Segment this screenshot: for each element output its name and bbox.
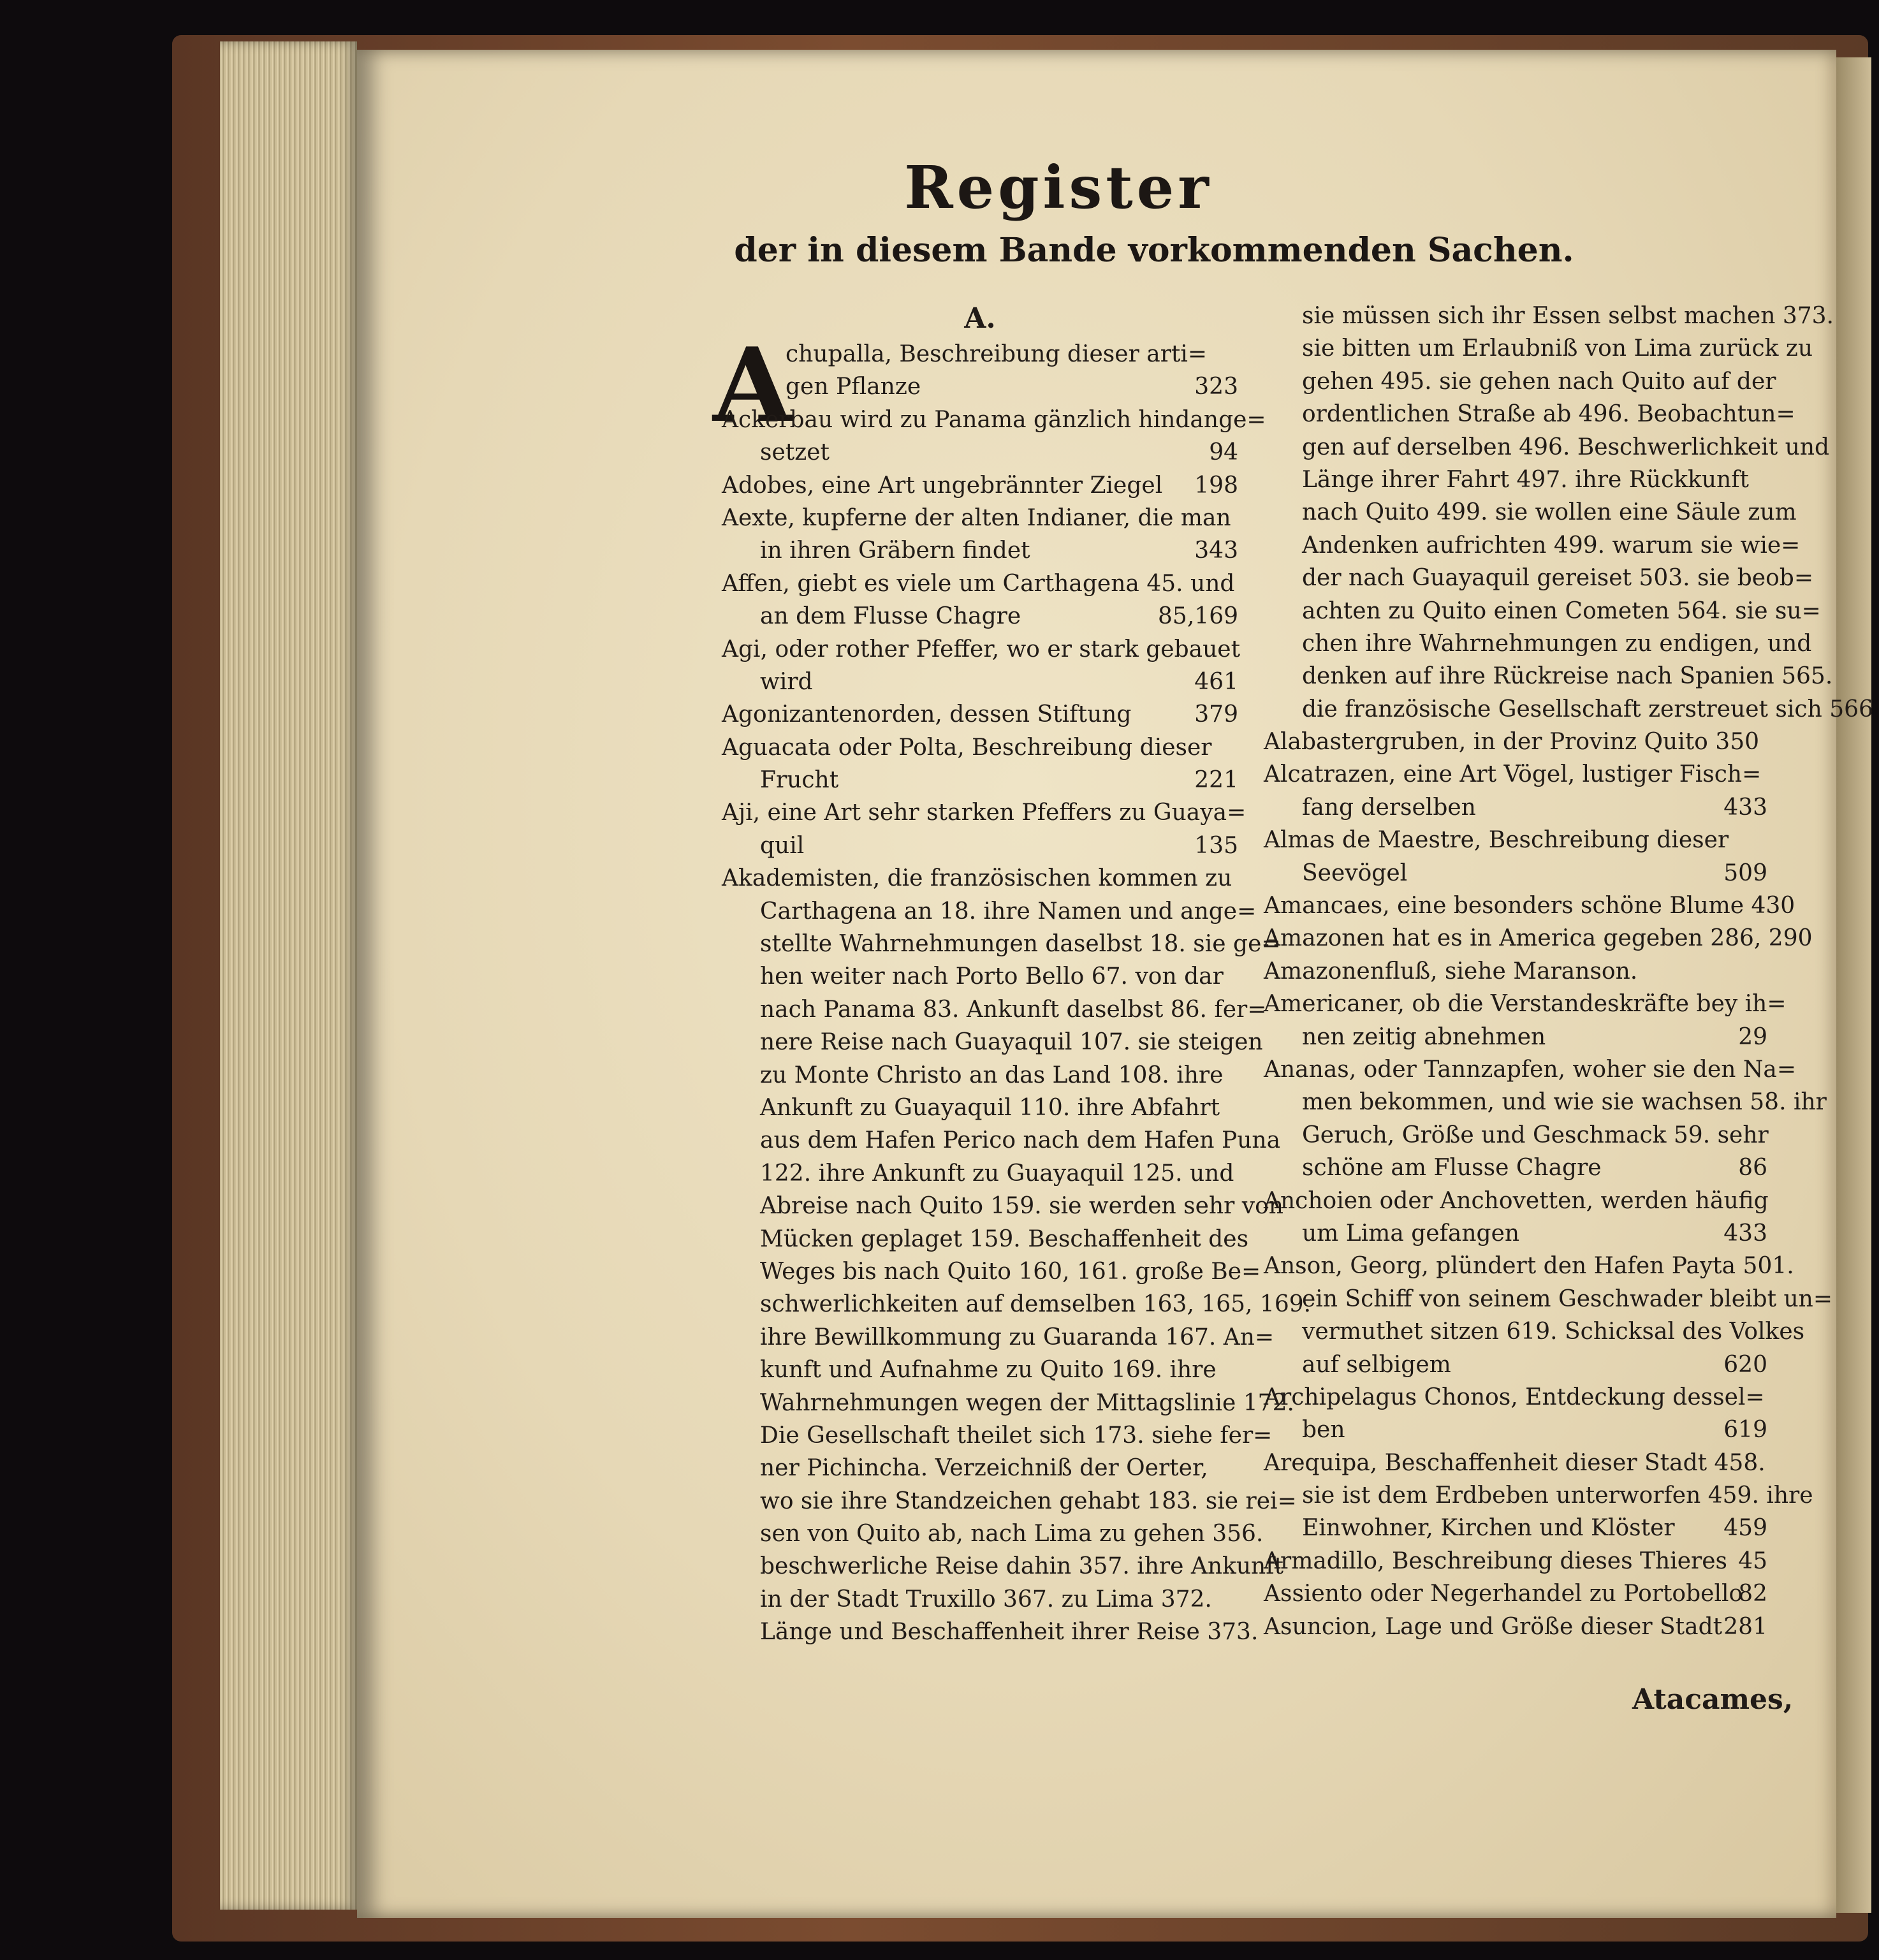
entry-text: Agonizantenorden, dessen Stiftung: [722, 701, 1132, 728]
index-entry-line: [722, 1616, 1259, 1648]
entry-page-number: 323: [1194, 374, 1238, 400]
entry-text: schöne am Flusse Chagre: [1302, 1155, 1602, 1181]
entry-text: sie bitten um Erlaubniß von Lima zurück zu: [1302, 335, 1813, 362]
index-entry-line: [722, 731, 1238, 764]
entry-text: Adobes, eine Art ungebrännter Ziegel: [722, 472, 1163, 499]
entry-text: an dem Flusse Chagre: [760, 603, 1021, 630]
entry-page-number: 135: [1194, 832, 1238, 859]
index-entry-line: [1264, 1447, 1767, 1479]
index-entry-line: [1264, 464, 1767, 496]
entry-page-number: 433: [1723, 794, 1767, 821]
drop-cap: A: [713, 325, 793, 445]
index-entry-line: [722, 928, 1281, 960]
index-entry-line: [1264, 1283, 1833, 1315]
entry-text: sen von Quito ab, nach Lima zu gehen 356.: [760, 1521, 1264, 1547]
entry-page-number: 620: [1723, 1351, 1767, 1378]
index-entry-line: [722, 469, 1238, 502]
entry-text: 122. ihre Ankunft zu Guayaquil 125. und: [760, 1160, 1234, 1187]
entry-text: gen auf derselben 496. Beschwerlichkeit und: [1302, 434, 1830, 460]
entry-text: Andenken aufrichten 499. warum sie wie=: [1302, 532, 1801, 559]
index-entry-line: [722, 796, 1247, 829]
index-entry-line: [1264, 595, 1821, 627]
index-entry-line: [1264, 824, 1767, 856]
page-title: Register: [904, 153, 1213, 222]
entry-text: Carthagena an 18. ihre Namen und ange=: [760, 898, 1257, 925]
entry-text: chen ihre Wahrnehmungen zu endigen, und: [1302, 630, 1812, 657]
entry-text: schwerlichkeiten auf demselben 163, 165, 169.: [760, 1291, 1312, 1318]
index-entry-line: [722, 993, 1267, 1026]
entry-text: wird: [760, 668, 813, 695]
entry-text: zu Monte Christo an das Land 108. ihre: [760, 1062, 1224, 1088]
index-entry-line: [722, 1550, 1284, 1583]
entry-text: chupalla, Beschreibung dieser arti=: [786, 341, 1208, 367]
entry-text: Mücken geplaget 159. Beschaffenheit des: [760, 1225, 1249, 1252]
entry-page-number: 461: [1194, 668, 1238, 695]
index-entry-line: [722, 1583, 1238, 1616]
index-entry-line: [722, 1255, 1261, 1288]
entry-text: Alcatrazen, eine Art Vögel, lustiger Fisch=: [1264, 761, 1762, 788]
entry-text: sie ist dem Erdbeben unterworfen 459. ihre: [1302, 1482, 1813, 1509]
entry-text: aus dem Hafen Perico nach dem Hafen Puna: [760, 1127, 1281, 1154]
entry-text: Länge ihrer Fahrt 497. ihre Rückkunft: [1302, 466, 1750, 493]
entry-text: Wahrnehmungen wegen der Mittagslinie 172.: [760, 1389, 1294, 1416]
entry-text: Aji, eine Art sehr starken Pfeffers zu Guaya=: [722, 800, 1247, 826]
index-entry-line: [722, 1452, 1238, 1484]
index-entry-line: [1264, 627, 1812, 660]
entry-text: Weges bis nach Quito 160, 161. große Be=: [760, 1258, 1261, 1285]
entry-page-number: 45: [1738, 1547, 1767, 1574]
entry-text: auf selbigem: [1302, 1351, 1451, 1378]
index-entry-line: [722, 895, 1257, 928]
entry-page-number: 29: [1738, 1023, 1767, 1050]
index-entry-line: [722, 1354, 1238, 1386]
index-entry-line: [1264, 791, 1767, 824]
index-entry-line: [1264, 922, 1813, 954]
entry-text: Aexte, kupferne der alten Indianer, die man: [722, 504, 1231, 531]
index-entry-line: [1264, 1577, 1767, 1610]
entry-text: stellte Wahrnehmungen daselbst 18. sie ge=: [760, 931, 1281, 958]
index-entry-line: [722, 764, 1238, 796]
index-entry-line: [1264, 1021, 1767, 1053]
index-entry-line: [722, 1288, 1312, 1320]
entry-text: Frucht: [760, 767, 839, 794]
entry-text: Amazonen hat es in America gegeben 286, 290: [1264, 925, 1813, 952]
entry-text: Alabastergruben, in der Provinz Quito 350: [1264, 729, 1760, 756]
index-entry-line: [722, 1124, 1281, 1157]
entry-text: achten zu Quito einen Cometen 564. sie su=: [1302, 597, 1821, 624]
index-entry-line: [1264, 1512, 1767, 1544]
index-entry-line: [1264, 1349, 1767, 1381]
index-entry-line: [1264, 332, 1813, 365]
entry-text: Armadillo, Beschreibung dieses Thieres: [1264, 1547, 1728, 1574]
index-entry-line: [1264, 660, 1833, 692]
entry-page-number: 86: [1738, 1155, 1767, 1181]
index-entry-line: [1264, 889, 1795, 922]
index-entry-line: [722, 436, 1238, 469]
entry-text: Amancaes, eine besonders schöne Blume 430: [1264, 893, 1795, 919]
entry-text: Ananas, oder Tannzapfen, woher sie den Na=: [1264, 1056, 1797, 1083]
entry-text: um Lima gefangen: [1302, 1220, 1520, 1247]
index-entry-line: [1264, 529, 1801, 562]
entry-text: Archipelagus Chonos, Entdeckung dessel=: [1264, 1384, 1765, 1410]
entry-page-number: 379: [1194, 701, 1238, 728]
entry-text: nach Quito 499. sie wollen eine Säule zum: [1302, 499, 1797, 526]
entry-text: Affen, giebt es viele um Carthagena 45. und: [722, 570, 1235, 597]
entry-text: Abreise nach Quito 159. sie werden sehr von: [760, 1193, 1283, 1220]
entry-text: wo sie ihre Standzeichen gehabt 183. sie rei=: [760, 1488, 1297, 1514]
index-entry-line: [1264, 1119, 1767, 1152]
index-entry-line: [1264, 1053, 1797, 1086]
entry-text: Aguacata oder Polta, Beschreibung dieser: [722, 734, 1212, 761]
index-entry-line: [1264, 1414, 1767, 1446]
entry-text: Americaner, ob die Verstandeskräfte bey ih=: [1264, 991, 1787, 1018]
index-entry-line: [1264, 758, 1767, 791]
facing-page-edge: [1836, 57, 1871, 1913]
index-entry-line: [1264, 1086, 1827, 1118]
catchword: Atacames,: [1632, 1683, 1794, 1716]
index-entry-line: [722, 666, 1238, 698]
entry-text: ordentlichen Straße ab 496. Beobachtun=: [1302, 401, 1795, 428]
index-entry-line: [1264, 1611, 1767, 1643]
entry-text: gehen 495. sie gehen nach Quito auf der: [1302, 368, 1776, 395]
right-column: [1264, 300, 1873, 1643]
index-entry-line: [722, 1026, 1263, 1058]
entry-page-number: 343: [1194, 538, 1238, 564]
entry-text: die französische Gesellschaft zerstreuet sich 566: [1302, 696, 1873, 722]
index-entry-line: [1264, 955, 1767, 988]
entry-page-number: 619: [1723, 1417, 1767, 1444]
index-entry-line: [722, 1223, 1249, 1255]
entry-text: vermuthet sitzen 619. Schicksal des Volkes: [1302, 1319, 1805, 1345]
entry-text: Die Gesellschaft theilet sich 173. siehe fer=: [760, 1422, 1273, 1449]
entry-text: setzet: [760, 439, 830, 466]
entry-text: quil: [760, 832, 805, 859]
entry-text: in ihren Gräbern findet: [760, 538, 1030, 564]
entry-text: Geruch, Größe und Geschmack 59. sehr: [1302, 1122, 1769, 1148]
index-entry-line: [722, 633, 1241, 666]
index-entry-line: [722, 567, 1238, 600]
index-entry-line: [722, 1059, 1238, 1092]
index-entry-line: [722, 1485, 1297, 1518]
entry-text: denken auf ihre Rückreise nach Spanien 565.: [1302, 663, 1833, 690]
left-column: [713, 300, 1312, 1649]
entry-page-number: 433: [1723, 1220, 1767, 1247]
index-entry-line: [1264, 726, 1767, 758]
index-entry-line: [722, 830, 1238, 862]
entry-text: gen Pflanze: [786, 374, 921, 400]
index-entry-line: [722, 502, 1238, 534]
index-entry-line: [1264, 1381, 1767, 1414]
entry-text: men bekommen, und wie sie wachsen 58. ihr: [1302, 1089, 1827, 1116]
entry-text: Länge und Beschaffenheit ihrer Reise 373.: [760, 1619, 1259, 1646]
entry-text: kunft und Aufnahme zu Quito 169. ihre: [760, 1357, 1217, 1384]
entry-text: ben: [1302, 1417, 1345, 1444]
index-entry-line: [1264, 857, 1767, 889]
index-entry-line: [722, 1518, 1264, 1550]
entry-text: Assiento oder Negerhandel zu Portobello: [1264, 1581, 1743, 1607]
section-letter: A.: [964, 302, 996, 335]
entry-text: ner Pichincha. Verzeichniß der Oerter,: [760, 1455, 1208, 1482]
entry-text: Almas de Maestre, Beschreibung dieser: [1264, 827, 1729, 854]
entry-text: Akademisten, die französischen kommen zu: [722, 865, 1232, 892]
entry-text: Einwohner, Kirchen und Klöster: [1302, 1515, 1675, 1542]
entry-text: Arequipa, Beschaffenheit dieser Stadt 458.: [1264, 1449, 1766, 1476]
entry-text: Ankunft zu Guayaquil 110. ihre Abfahrt: [760, 1094, 1220, 1121]
index-entry-line: [722, 1387, 1294, 1419]
index-entry-line: [1264, 562, 1813, 594]
entry-text: Amazonenfluß, siehe Maranson.: [1264, 958, 1638, 984]
index-entry-line: [722, 1092, 1238, 1124]
entry-page-number: 281: [1723, 1613, 1767, 1640]
entry-text: Ackerbau wird zu Panama gänzlich hindange=: [722, 406, 1266, 433]
entry-text: der nach Guayaquil gereiset 503. sie beob=: [1302, 565, 1813, 592]
index-entry-line: [722, 698, 1238, 731]
index-entry-line: [722, 370, 1238, 403]
index-entry-line: [1264, 1545, 1767, 1577]
entry-page-number: 459: [1723, 1515, 1767, 1542]
entry-text: Agi, oder rother Pfeffer, wo er stark gebauet: [722, 636, 1241, 662]
entry-page-number: 85,169: [1158, 603, 1238, 630]
entry-text: sie müssen sich ihr Essen selbst machen 373.: [1302, 303, 1834, 329]
entry-page-number: 509: [1723, 859, 1767, 886]
entry-text: nere Reise nach Guayaquil 107. sie steigen: [760, 1029, 1263, 1056]
index-entry-line: [722, 960, 1238, 993]
index-entry-line: [1264, 1185, 1767, 1217]
entry-text: Anchoien oder Anchovetten, werden häufig: [1264, 1187, 1769, 1214]
index-entry-line: [722, 1419, 1273, 1452]
index-entry-line: [722, 534, 1238, 567]
entry-page-number: 198: [1194, 472, 1238, 499]
index-entry-line: [1264, 1315, 1805, 1348]
index-entry-line: [722, 404, 1266, 436]
index-entry-line: [1264, 431, 1830, 464]
entry-text: nen zeitig abnehmen: [1302, 1023, 1546, 1050]
index-entry-line: [1264, 398, 1795, 430]
entry-text: fang derselben: [1302, 794, 1476, 821]
entry-text: ein Schiff von seinem Geschwader bleibt un=: [1302, 1285, 1833, 1312]
index-entry-line: [722, 1157, 1238, 1190]
entry-text: ihre Bewillkommung zu Guaranda 167. An=: [760, 1324, 1275, 1350]
index-entry-line: [1264, 1152, 1767, 1184]
index-entry-line: [1264, 988, 1787, 1020]
entry-text: beschwerliche Reise dahin 357. ihre Ankunft: [760, 1553, 1284, 1580]
entry-text: in der Stadt Truxillo 367. zu Lima 372.: [760, 1586, 1212, 1613]
index-entry-line: [1264, 693, 1873, 726]
index-entry-line: [722, 600, 1238, 633]
entry-page-number: 82: [1738, 1581, 1767, 1607]
entry-text: hen weiter nach Porto Bello 67. von dar: [760, 963, 1224, 990]
index-entry-line: [1264, 1217, 1767, 1250]
index-entry-line: [722, 862, 1238, 895]
entry-text: nach Panama 83. Ankunft daselbst 86. fer=: [760, 996, 1267, 1023]
page-subtitle: der in diesem Bande vorkommenden Sachen.: [734, 231, 1574, 270]
index-entry-line: [1264, 1479, 1813, 1512]
entry-page-number: 94: [1209, 439, 1238, 466]
index-entry-line: [722, 1190, 1283, 1222]
entry-text: Anson, Georg, plündert den Hafen Payta 501.: [1264, 1253, 1794, 1280]
index-entry-line: [1264, 496, 1797, 529]
entry-text: Asuncion, Lage und Größe dieser Stadt: [1264, 1613, 1723, 1640]
index-entry-line: [1264, 1250, 1794, 1282]
index-entry-line: [1264, 365, 1776, 398]
page-edges: [220, 41, 357, 1910]
entry-text: Seevögel: [1302, 859, 1408, 886]
index-entry-line: [1264, 300, 1834, 332]
entry-page-number: 221: [1194, 767, 1238, 794]
index-entry-line: [722, 1321, 1275, 1354]
